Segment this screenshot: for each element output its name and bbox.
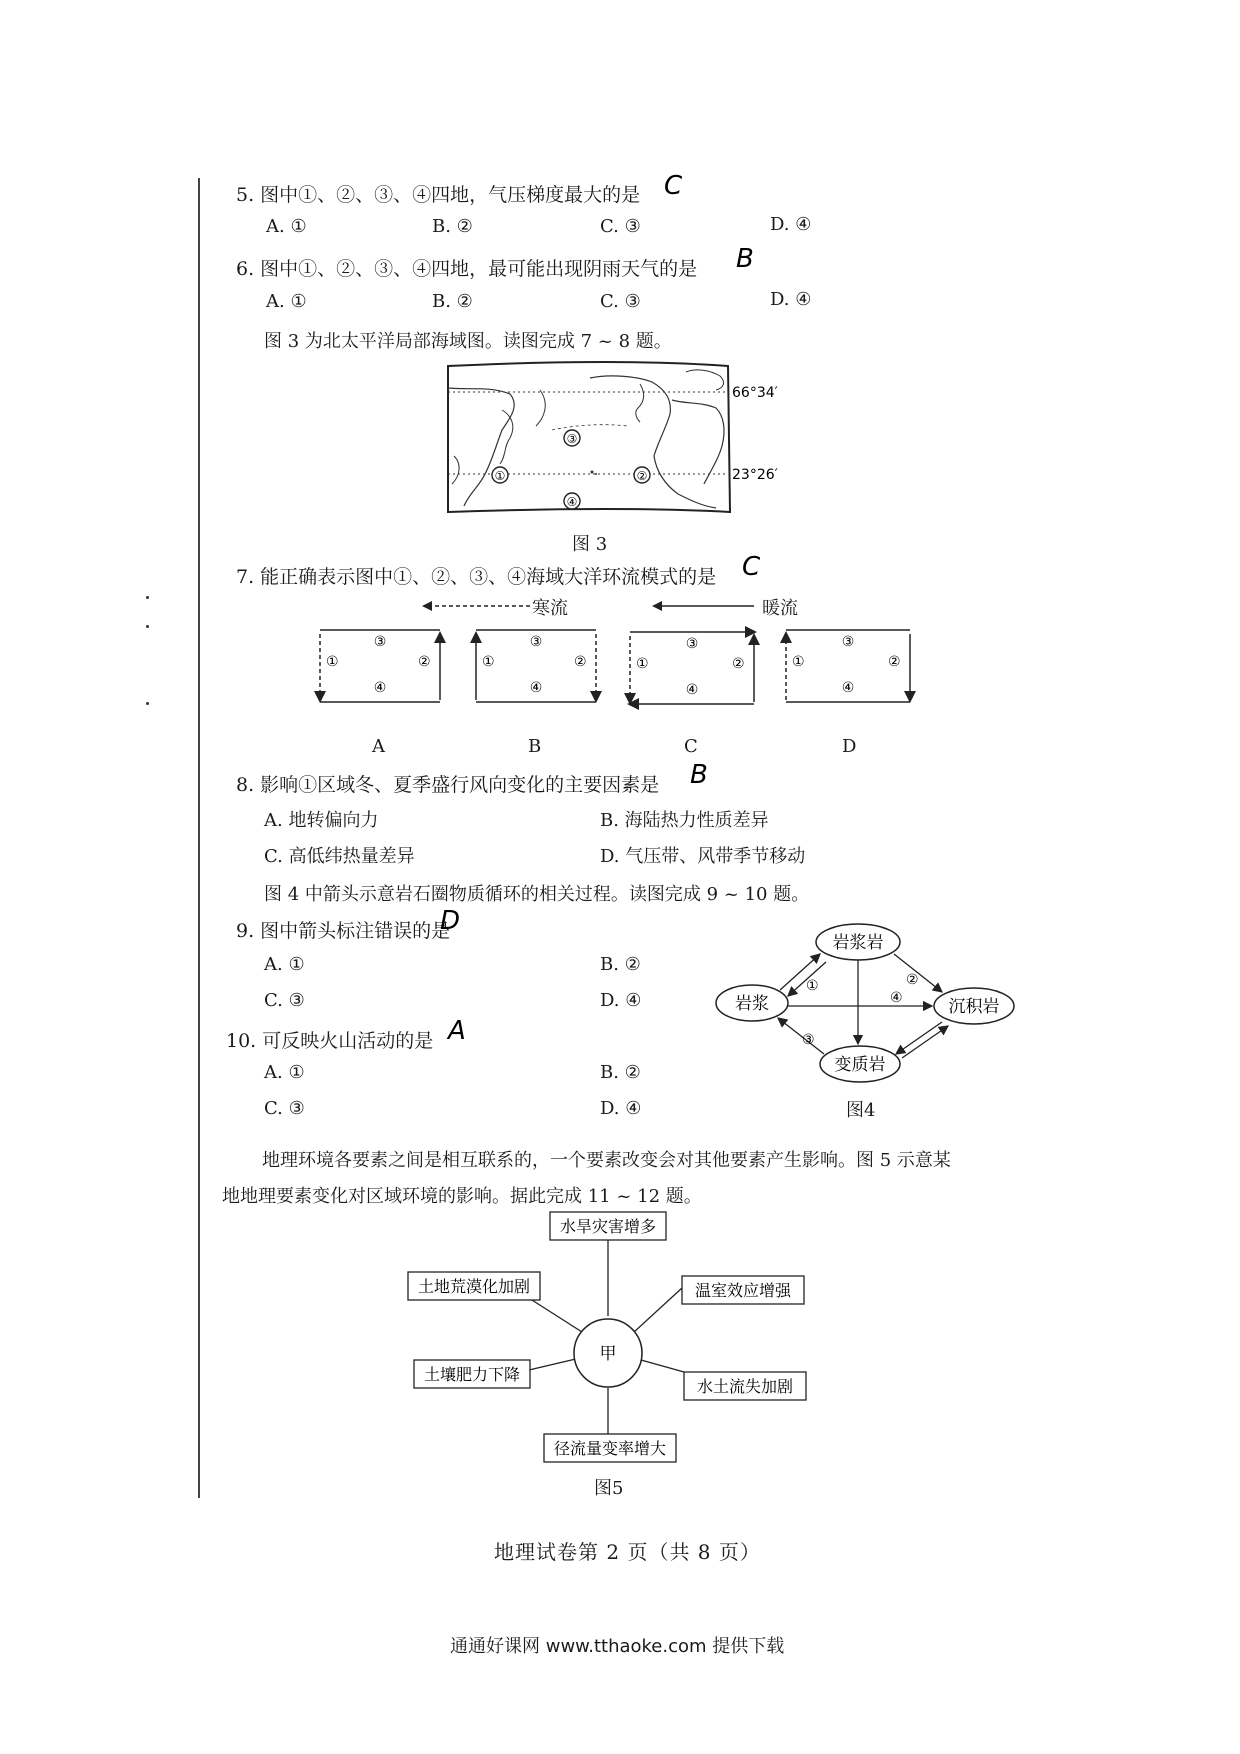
binding-margin-line — [198, 178, 200, 1498]
svg-text:径流量变率增大: 径流量变率增大 — [553, 1439, 667, 1458]
margin-mark — [146, 702, 149, 705]
question-6-option-d: D. ④ — [770, 289, 812, 310]
figure-3-intro: 图 3 为北太平洋局部海域图。读图完成 7 ~ 8 题。 — [264, 331, 672, 352]
option-label-c: C — [684, 736, 698, 757]
svg-text:①: ① — [482, 654, 495, 670]
question-6-option-b: B. ② — [432, 291, 473, 312]
svg-text:③: ③ — [685, 636, 699, 652]
legend-cold-current-arrow — [420, 594, 540, 618]
figure-4-caption: 图4 — [846, 1100, 876, 1121]
svg-text:④: ④ — [529, 680, 543, 696]
svg-text:水旱灾害增多: 水旱灾害增多 — [559, 1217, 657, 1236]
svg-text:②: ② — [636, 469, 648, 483]
question-7-stem: 7. 能正确表示图中①、②、③、④海域大洋环流模式的是 — [236, 566, 717, 588]
figure-4-rock-cycle-diagram — [710, 918, 1020, 1088]
question-6-option-c: C. ③ — [600, 291, 641, 312]
figure-5-impact-diagram — [400, 1208, 820, 1468]
figure-5-intro-line-2: 地地理要素变化对区域环境的影响。据此完成 11 ~ 12 题。 — [222, 1186, 702, 1207]
question-10-option-a: A. ① — [264, 1062, 305, 1083]
question-8-option-a: A. 地转偏向力 — [264, 810, 379, 831]
svg-text:沉积岩: 沉积岩 — [948, 997, 1000, 1017]
download-watermark: 通通好课网 www.tthaoke.com 提供下载 — [450, 1636, 785, 1657]
question-9-option-b: B. ② — [600, 954, 641, 975]
question-9-option-a: A. ① — [264, 954, 305, 975]
question-8-handwritten-answer: B — [690, 760, 708, 790]
legend-cold-current-label: 寒流 — [532, 598, 568, 619]
svg-text:③: ③ — [841, 634, 855, 650]
question-8-option-b: B. 海陆热力性质差异 — [600, 810, 769, 831]
question-9-handwritten-answer: D — [440, 906, 461, 936]
svg-text:③: ③ — [802, 1032, 815, 1048]
svg-text:②: ② — [418, 654, 431, 670]
fig3-lat-top: 66°34′ — [732, 385, 778, 401]
fig3-marker-1 — [492, 467, 508, 483]
question-5-option-c: C. ③ — [600, 216, 641, 237]
svg-text:水土流失加剧: 水土流失加剧 — [696, 1377, 794, 1396]
question-10-option-c: C. ③ — [264, 1098, 305, 1119]
margin-mark — [146, 625, 149, 628]
svg-text:①: ① — [326, 654, 339, 670]
svg-text:②: ② — [732, 656, 745, 672]
question-6-handwritten-answer: B — [736, 244, 754, 274]
question-10-stem: 10. 可反映火山活动的是 — [226, 1030, 434, 1052]
legend-warm-current-label: 暖流 — [762, 598, 798, 619]
question-5-option-d: D. ④ — [770, 214, 812, 235]
figure-3-map — [440, 360, 800, 520]
svg-text:土壤肥力下降: 土壤肥力下降 — [423, 1365, 521, 1384]
svg-text:②: ② — [574, 654, 587, 670]
svg-text:甲: 甲 — [599, 1344, 617, 1364]
figure-5-caption: 图5 — [594, 1478, 624, 1499]
svg-text:温室效应增强: 温室效应增强 — [694, 1281, 792, 1300]
question-5-handwritten-answer: C — [664, 171, 683, 201]
svg-text:④: ④ — [890, 990, 903, 1006]
question-9-option-c: C. ③ — [264, 990, 305, 1011]
fig3-marker-2 — [634, 467, 650, 483]
svg-text:③: ③ — [566, 432, 578, 446]
option-label-d: D — [842, 736, 857, 757]
question-6-option-a: A. ① — [266, 291, 307, 312]
svg-text:③: ③ — [529, 634, 543, 650]
question-6-stem: 6. 图中①、②、③、④四地，最可能出现阴雨天气的是 — [236, 258, 698, 280]
svg-text:土地荒漠化加剧: 土地荒漠化加剧 — [417, 1277, 531, 1296]
legend-warm-current-arrow — [650, 594, 760, 618]
option-box-a — [320, 630, 440, 702]
fig3-marker-3 — [564, 430, 580, 446]
svg-text:岩浆岩: 岩浆岩 — [832, 933, 884, 953]
option-label-b: B — [528, 736, 542, 757]
question-9-option-d: D. ④ — [600, 990, 642, 1011]
question-10-option-d: D. ④ — [600, 1098, 642, 1119]
svg-text:①: ① — [806, 978, 819, 994]
fig3-lat-bottom: 23°26′ — [732, 467, 778, 483]
svg-text:岩浆: 岩浆 — [735, 994, 769, 1014]
svg-text:①: ① — [792, 654, 805, 670]
svg-text:④: ④ — [566, 495, 578, 509]
svg-text:①: ① — [636, 656, 649, 672]
figure-4-intro: 图 4 中箭头示意岩石圈物质循环的相关过程。读图完成 9 ~ 10 题。 — [264, 884, 810, 905]
page-footer: 地理试卷第 2 页（共 8 页） — [494, 1540, 761, 1564]
svg-text:①: ① — [494, 469, 506, 483]
figure-5-intro-line-1: 地理环境各要素之间是相互联系的，一个要素改变会对其他要素产生影响。图 5 示意某 — [262, 1150, 951, 1171]
question-8-option-d: D. 气压带、风带季节移动 — [600, 846, 806, 867]
question-8-option-c: C. 高低纬热量差异 — [264, 846, 415, 867]
option-box-b — [476, 630, 596, 702]
svg-text:④: ④ — [373, 680, 387, 696]
option-label-a: A — [372, 736, 385, 757]
question-7-handwritten-answer: C — [742, 552, 761, 582]
figure-3-caption: 图 3 — [572, 534, 608, 555]
question-5-stem: 5. 图中①、②、③、④四地，气压梯度最大的是 — [236, 184, 641, 206]
svg-text:变质岩: 变质岩 — [834, 1055, 886, 1075]
svg-text:②: ② — [888, 654, 901, 670]
question-10-handwritten-answer: A — [448, 1016, 466, 1046]
svg-text:④: ④ — [685, 682, 699, 698]
question-5-option-a: A. ① — [266, 216, 307, 237]
current-pattern-options — [300, 620, 940, 720]
question-9-stem: 9. 图中箭头标注错误的是 — [236, 920, 451, 942]
svg-text:④: ④ — [841, 680, 855, 696]
margin-mark — [146, 596, 149, 599]
svg-text:②: ② — [906, 972, 919, 988]
question-5-option-b: B. ② — [432, 216, 473, 237]
question-10-option-b: B. ② — [600, 1062, 641, 1083]
svg-text:③: ③ — [373, 634, 387, 650]
fig3-marker-4 — [564, 493, 580, 509]
option-box-c — [630, 632, 754, 704]
option-box-d — [786, 630, 910, 702]
question-8-stem: 8. 影响①区域冬、夏季盛行风向变化的主要因素是 — [236, 774, 660, 796]
